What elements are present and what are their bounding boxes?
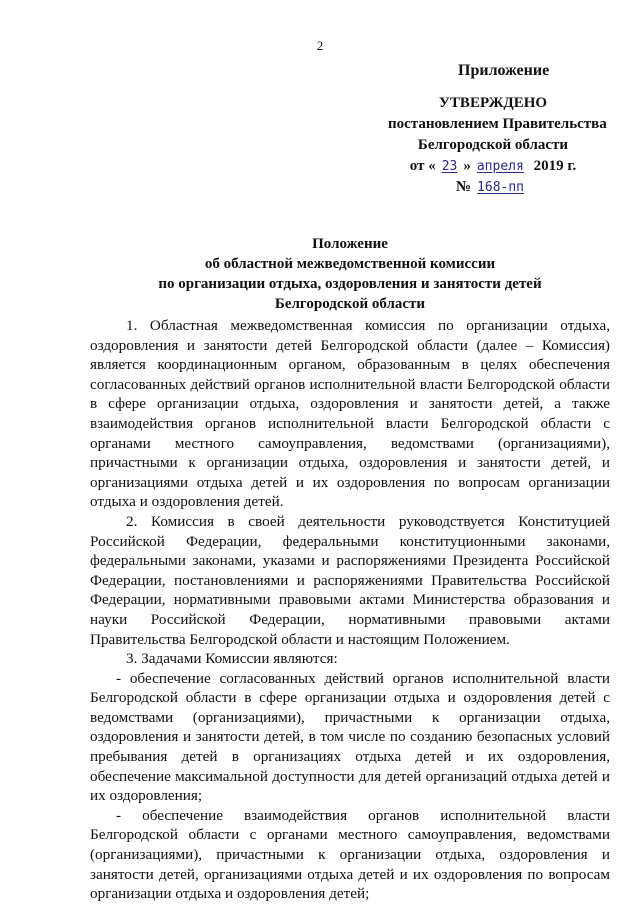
- task-item-1: - обеспечение согласованных действий органов исполнительной власти Белгородской области в сфере организации отдыха и оздоровления детей с ведомствами (организациями), причастными к организации отдыха, оздоровления и занятости детей, в том числе по созданию безопасных условий пребывания детей в организациях отдыха детей и их оздоровления, обеспечение максимальной доступности для детей организаций отдыха детей и их оздоровления;: [90, 669, 610, 805]
- approval-heading: УТВЕРЖДЕНО: [438, 95, 548, 111]
- paragraph-2: 2. Комиссия в своей деятельности руководствуется Конституцией Российской Федерации, федеральными конституционными законами, федеральными законами, указами и распоряжениями Президента Российской Федерации, постановлениями и распоряжениями Правительства Российской Федерации, нормативными правовыми актами Министерства образования и науки Российской Федерации, нормативными правовыми актами Правительства Белгородской области и настоящим Положением.: [90, 512, 610, 648]
- paragraph-1: 1. Областная межведомственная комиссия по организации отдыха, оздоровления и занятости детей Белгородской области (далее – Комиссия) является координационным органом, образованным в целях обеспечения согласованных действий органов исполнительной власти Белгородской области в сфере организации отдыха, оздоровления и занятости детей, а также взаимодействия органов исполнительной власти Белгородской области с органами местного самоуправления, ведомствами (организациями), причастными к организации отдыха, оздоровления и занятости детей, и организациями отдыха детей и их оздоровления по вопросам организации отдыха и оздоровления детей.: [90, 317, 610, 511]
- paragraph-3: 3. Задачами Комиссии являются:: [126, 650, 338, 668]
- date-mid: »: [463, 158, 471, 174]
- document-title: [90, 234, 610, 314]
- title-line-3: по организации отдыха, оздоровления и занятости детей: [158, 276, 542, 292]
- title-line-4: Белгородской области: [274, 296, 426, 312]
- title-line-2: об областной межведомственной комиссии: [204, 256, 496, 272]
- date-month: апреля: [476, 159, 524, 174]
- title-line-1: Положение: [312, 236, 388, 252]
- approval-date: [388, 156, 598, 177]
- approval-block: [388, 93, 607, 198]
- document-body: [90, 316, 610, 904]
- page-number: 2: [316, 38, 324, 53]
- date-prefix: от «: [409, 158, 436, 174]
- approval-line-2: Белгородской области: [417, 137, 569, 153]
- approval-number: [388, 177, 598, 198]
- number-value: 168-пп: [477, 180, 525, 195]
- number-prefix: №: [455, 179, 472, 195]
- task-item-2: - обеспечение взаимодействия органов исполнительной власти Белгородской области с органами местного самоуправления, ведомствами (организациями), причастными к организации отдыха, оздоровления и занятости детей, организациями отдыха детей и их оздоровления по вопросам организации отдыха и оздоровления детей;: [90, 806, 610, 903]
- approval-line-1: постановлением Правительства: [388, 116, 607, 132]
- date-day: 23: [441, 159, 458, 174]
- date-year: 2019 г.: [533, 158, 577, 174]
- appendix-label: Приложение: [458, 62, 550, 79]
